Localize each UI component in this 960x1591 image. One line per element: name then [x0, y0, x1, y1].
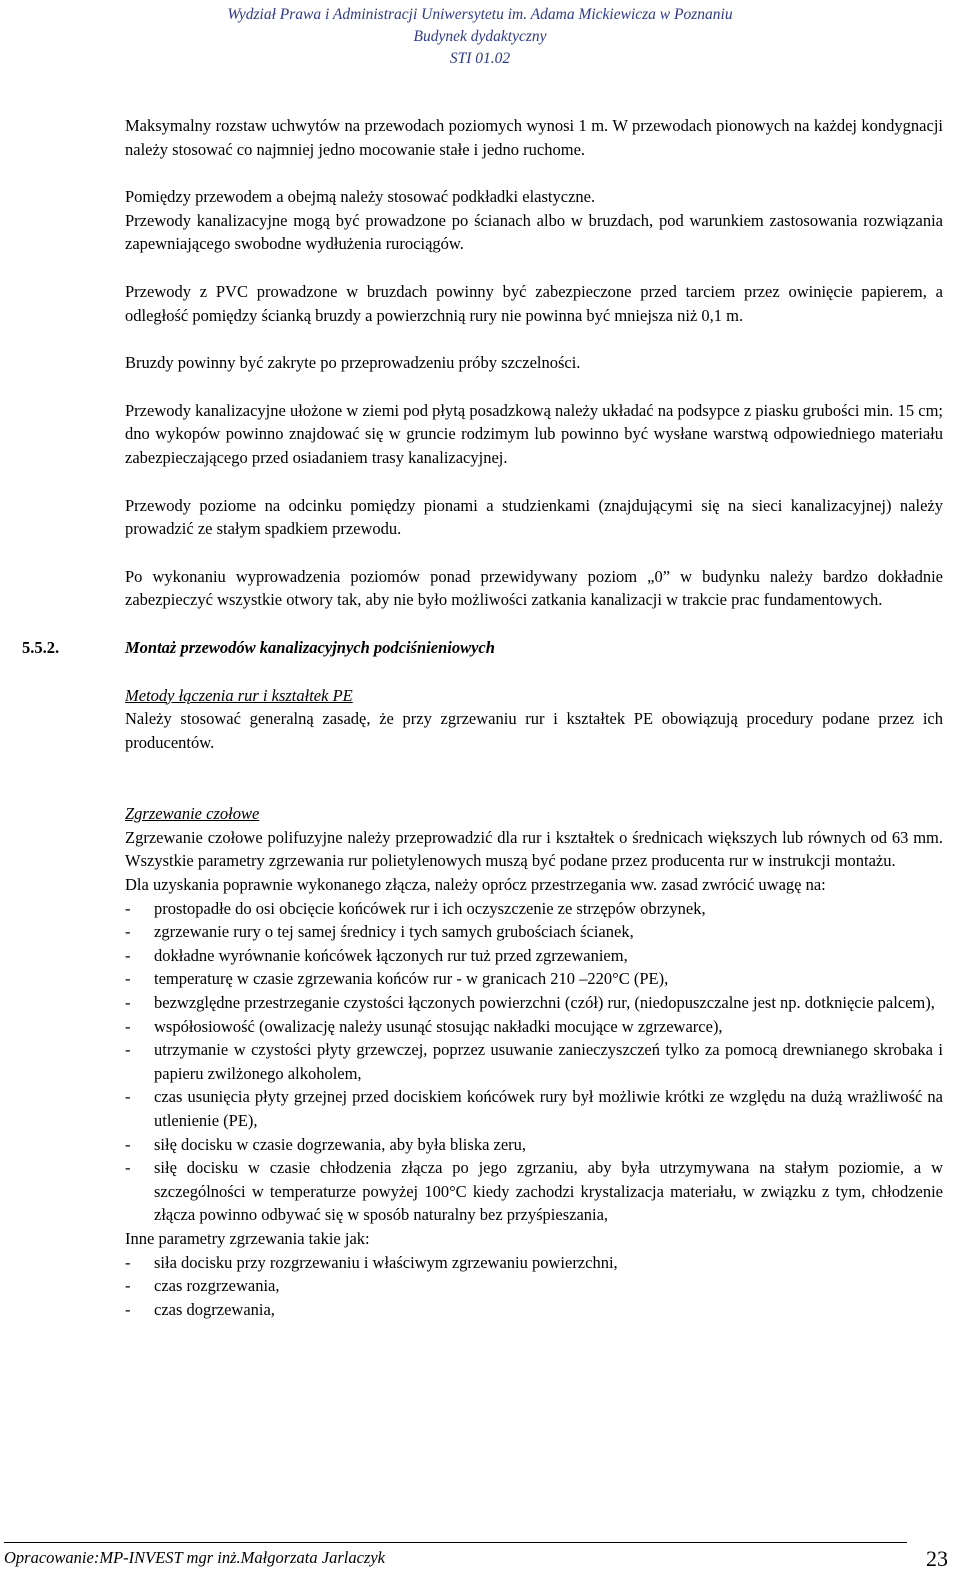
dash-bullet: -	[125, 1276, 131, 1296]
list-item: - czas rozgrzewania,	[125, 1274, 943, 1298]
header-code: STI 01.02	[449, 50, 511, 67]
header-institution: Wydział Prawa i Administracji Uniwersytetu im. Adama Mickiewicza w Poznaniu	[227, 6, 733, 23]
footer-author: Opracowanie:MP-INVEST mgr inż.Małgorzata Jarlaczyk	[4, 1548, 385, 1567]
list-item: - siła docisku przy rozgrzewaniu i właściwym zgrzewaniu powierzchni,	[125, 1251, 943, 1275]
dash-bullet: -	[125, 1252, 131, 1272]
list-item: - czas dogrzewania,	[125, 1298, 943, 1322]
section-heading	[22, 636, 943, 660]
paragraph: Przewody kanalizacyjne ułożone w ziemi pod płytą posadzkową należy układać na podsypce z piasku grubości min. 15 cm; dno wykopów powinno znajdować się w gruncie rodzimym lub powinno być wysłane warstwą odpowiedniego materiału zabezpieczającego przed osiadaniem trasy kanalizacyjnej.	[125, 400, 943, 467]
dash-bullet: -	[125, 1040, 131, 1060]
dash-bullet: -	[125, 922, 131, 942]
list-item: - temperaturę w czasie zgrzewania końców rur - w granicach 210 –220°C (PE),	[125, 967, 943, 991]
list-item: - dokładne wyrównanie końcówek łączonych rur tuż przed zgrzewaniem,	[125, 944, 943, 968]
list-item: - czas usunięcia płyty grzejnej przed dociskiem końcówek rury był możliwie krótki ze względu na dużą wrażliwość na utlenienie (PE),	[125, 1085, 943, 1132]
list-item: - utrzymanie w czystości płyty grzewczej, poprzez usuwanie zanieczyszczeń tylko za pomocą drewnianego skrobaka i papieru zwilżonego alkoholem,	[125, 1038, 943, 1085]
list-item: - bezwzględne przestrzeganie czystości łączonych powierzchni (czół) rur, (niedopuszczalne jest np. dotknięcie palcem),	[125, 991, 943, 1015]
dash-bullet: -	[125, 1087, 131, 1107]
dash-bullet: -	[125, 898, 131, 918]
dash-bullet: -	[125, 1016, 131, 1036]
section-title: Montaż przewodów kanalizacyjnych podciśnieniowych	[125, 637, 495, 657]
list-item: - zgrzewanie rury o tej samej średnicy i tych samych grubościach ścianek,	[125, 920, 943, 944]
list-item: - prostopadłe do osi obcięcie końcówek rur i ich oczyszczenie ze strzępów obrzynek,	[125, 897, 943, 921]
dash-bullet: -	[125, 1134, 131, 1154]
paragraph: Po wykonaniu wyprowadzenia poziomów ponad przewidywany poziom „0” w budynku należy bardzo dokładnie zabezpieczyć wszystkie otwory tak, aby nie było możliwości zatkania kanalizacji w trakcie prac fundamentowych.	[125, 566, 943, 610]
paragraph: Dla uzyskania poprawnie wykonanego złącza, należy oprócz przestrzegania ww. zasad zwrócić uwagę na:	[125, 875, 826, 895]
other-parameters-list	[125, 1251, 943, 1322]
paragraph: Inne parametry zgrzewania takie jak:	[125, 1228, 370, 1248]
page-header	[0, 4, 960, 70]
dash-bullet: -	[125, 969, 131, 989]
paragraph: Przewody kanalizacyjne mogą być prowadzone po ścianach albo w bruzdach, pod warunkiem zastosowania rozwiązania zapewniającego swobodne wydłużenia rurociągów.	[125, 210, 943, 254]
list-item: - siłę docisku w czasie dogrzewania, aby była bliska zeru,	[125, 1133, 943, 1157]
dash-bullet: -	[125, 993, 131, 1013]
section-number: 5.5.2.	[22, 637, 60, 657]
subheading-butt-welding: Zgrzewanie czołowe	[125, 804, 260, 824]
page-number: 23	[926, 1546, 948, 1571]
paragraph: Przewody poziome na odcinku pomiędzy pionami a studzienkami (znajdującymi się na sieci kanalizacyjnej) należy prowadzić ze stałym spadkiem przewodu.	[125, 495, 943, 539]
page-footer	[0, 1540, 960, 1591]
subheading-joining-methods: Metody łączenia rur i kształtek PE	[125, 685, 353, 705]
dash-bullet: -	[125, 945, 131, 965]
paragraph: Należy stosować generalną zasadę, że przy zgrzewaniu rur i kształtek PE obowiązują procedury podane przez ich producentów.	[125, 709, 943, 752]
header-building: Budynek dydaktyczny	[413, 28, 547, 45]
document-body	[22, 114, 943, 1321]
footer-rule	[4, 1542, 907, 1543]
dash-bullet: -	[125, 1158, 131, 1178]
paragraph: Przewody z PVC prowadzone w bruzdach powinny być zabezpieczone przed tarciem przez owinięcie papierem, a odległość pomiędzy ścianką bruzdy a powierzchnią rury nie powinna być mniejsza niż 0,1 m.	[125, 281, 943, 325]
paragraph: Pomiędzy przewodem a obejmą należy stosować podkładki elastyczne.	[125, 187, 596, 207]
dash-bullet: -	[125, 1299, 131, 1319]
paragraph: Bruzdy powinny być zakryte po przeprowadzeniu próby szczelności.	[125, 353, 581, 373]
list-item: - siłę docisku w czasie chłodzenia złącza po jego zgrzaniu, aby była utrzymywana na stałym poziomie, a w szczególności w temperaturze powyżej 100°C kiedy zachodzi krystalizacja materiału, w związku z tym, chłodzenie złącza powinno odbywać się w sposób naturalny bez przyśpieszania,	[125, 1156, 943, 1227]
paragraph: Zgrzewanie czołowe polifuzyjne należy przeprowadzić dla rur i kształtek o średnicach większych lub równych od 63 mm. Wszystkie parametry zgrzewania rur polietylenowych muszą być podane przez producenta rur w instrukcji montażu.	[125, 827, 943, 871]
paragraph: Maksymalny rozstaw uchwytów na przewodach poziomych wynosi 1 m. W przewodach pionowych na każdej kondygnacji należy stosować co najmniej jedno mocowanie stałe i jedno ruchome.	[125, 116, 943, 159]
list-item: - współosiowość (owalizację należy usunąć stosując nakładki mocujące w zgrzewarce),	[125, 1015, 943, 1039]
requirements-list	[125, 897, 943, 1227]
